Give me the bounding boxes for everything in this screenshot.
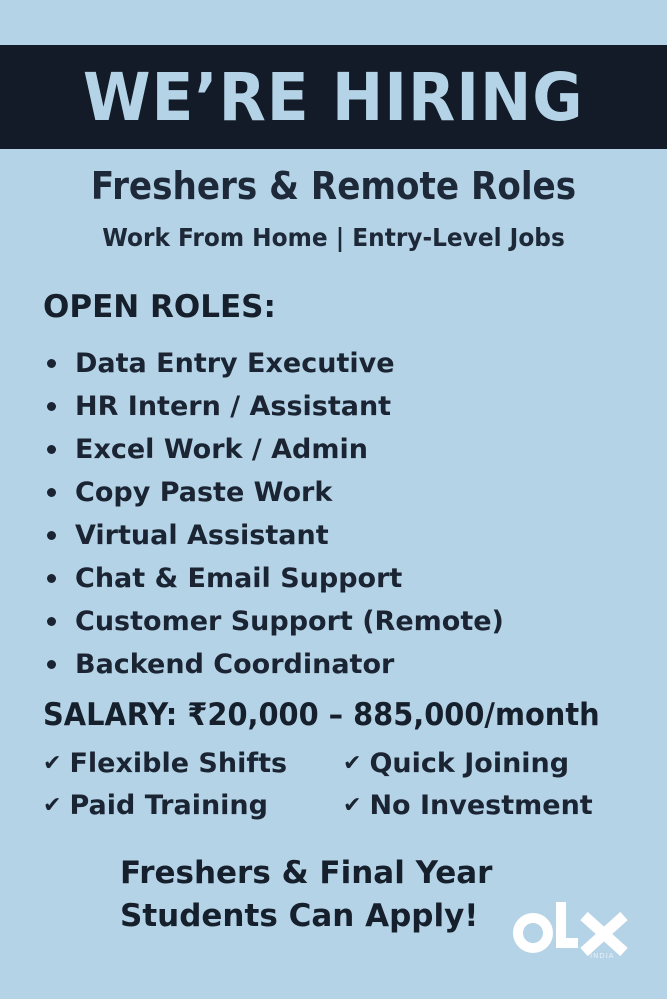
role-label: Chat & Email Support bbox=[75, 563, 403, 594]
bullet-icon bbox=[47, 359, 56, 368]
bullet-icon bbox=[47, 402, 56, 411]
closing-line-2: Students Can Apply! bbox=[120, 898, 479, 934]
bullet-icon bbox=[47, 617, 56, 626]
banner-title: WE’RE HIRING bbox=[83, 58, 584, 136]
role-item bbox=[43, 342, 504, 385]
perk-item bbox=[43, 790, 268, 821]
check-icon: ✔ bbox=[43, 793, 62, 818]
tagline: Work From Home | Entry-Level Jobs bbox=[102, 223, 565, 252]
check-icon: ✔ bbox=[343, 751, 362, 776]
role-item bbox=[43, 643, 504, 686]
perk-item bbox=[343, 748, 569, 779]
role-label: Copy Paste Work bbox=[75, 477, 333, 508]
perk-label: No Investment bbox=[369, 790, 593, 821]
bullet-icon bbox=[47, 445, 56, 454]
bullet-icon bbox=[47, 531, 56, 540]
open-roles-list bbox=[43, 342, 504, 686]
role-label: HR Intern / Assistant bbox=[75, 391, 392, 422]
bullet-icon bbox=[47, 660, 56, 669]
subtitle: Freshers & Remote Roles bbox=[90, 164, 577, 208]
role-label: Excel Work / Admin bbox=[75, 434, 368, 465]
check-icon: ✔ bbox=[343, 793, 362, 818]
perk-label: Flexible Shifts bbox=[69, 748, 288, 779]
role-item bbox=[43, 514, 504, 557]
role-item bbox=[43, 557, 504, 600]
perk-label: Paid Training bbox=[69, 790, 268, 821]
role-label: Backend Coordinator bbox=[75, 649, 395, 680]
watermark-tag: INDIA bbox=[590, 952, 615, 960]
role-label: Customer Support (Remote) bbox=[75, 606, 504, 637]
closing-line-1: Freshers & Final Year bbox=[120, 855, 493, 891]
perk-item bbox=[343, 790, 593, 821]
check-icon: ✔ bbox=[43, 751, 62, 776]
role-item bbox=[43, 428, 504, 471]
role-label: Virtual Assistant bbox=[75, 520, 329, 551]
hiring-banner bbox=[0, 45, 667, 149]
open-roles-heading: OPEN ROLES: bbox=[43, 289, 276, 325]
role-item bbox=[43, 471, 504, 514]
bullet-icon bbox=[47, 574, 56, 583]
role-label: Data Entry Executive bbox=[75, 348, 395, 379]
closing-message bbox=[120, 852, 492, 938]
bullet-icon bbox=[47, 488, 56, 497]
perk-item bbox=[43, 748, 287, 779]
perk-label: Quick Joining bbox=[369, 748, 570, 779]
role-item bbox=[43, 385, 504, 428]
salary-line: SALARY: ₹20,000 – 885,000/month bbox=[43, 697, 600, 733]
olx-logo-icon bbox=[512, 898, 634, 960]
role-item bbox=[43, 600, 504, 643]
